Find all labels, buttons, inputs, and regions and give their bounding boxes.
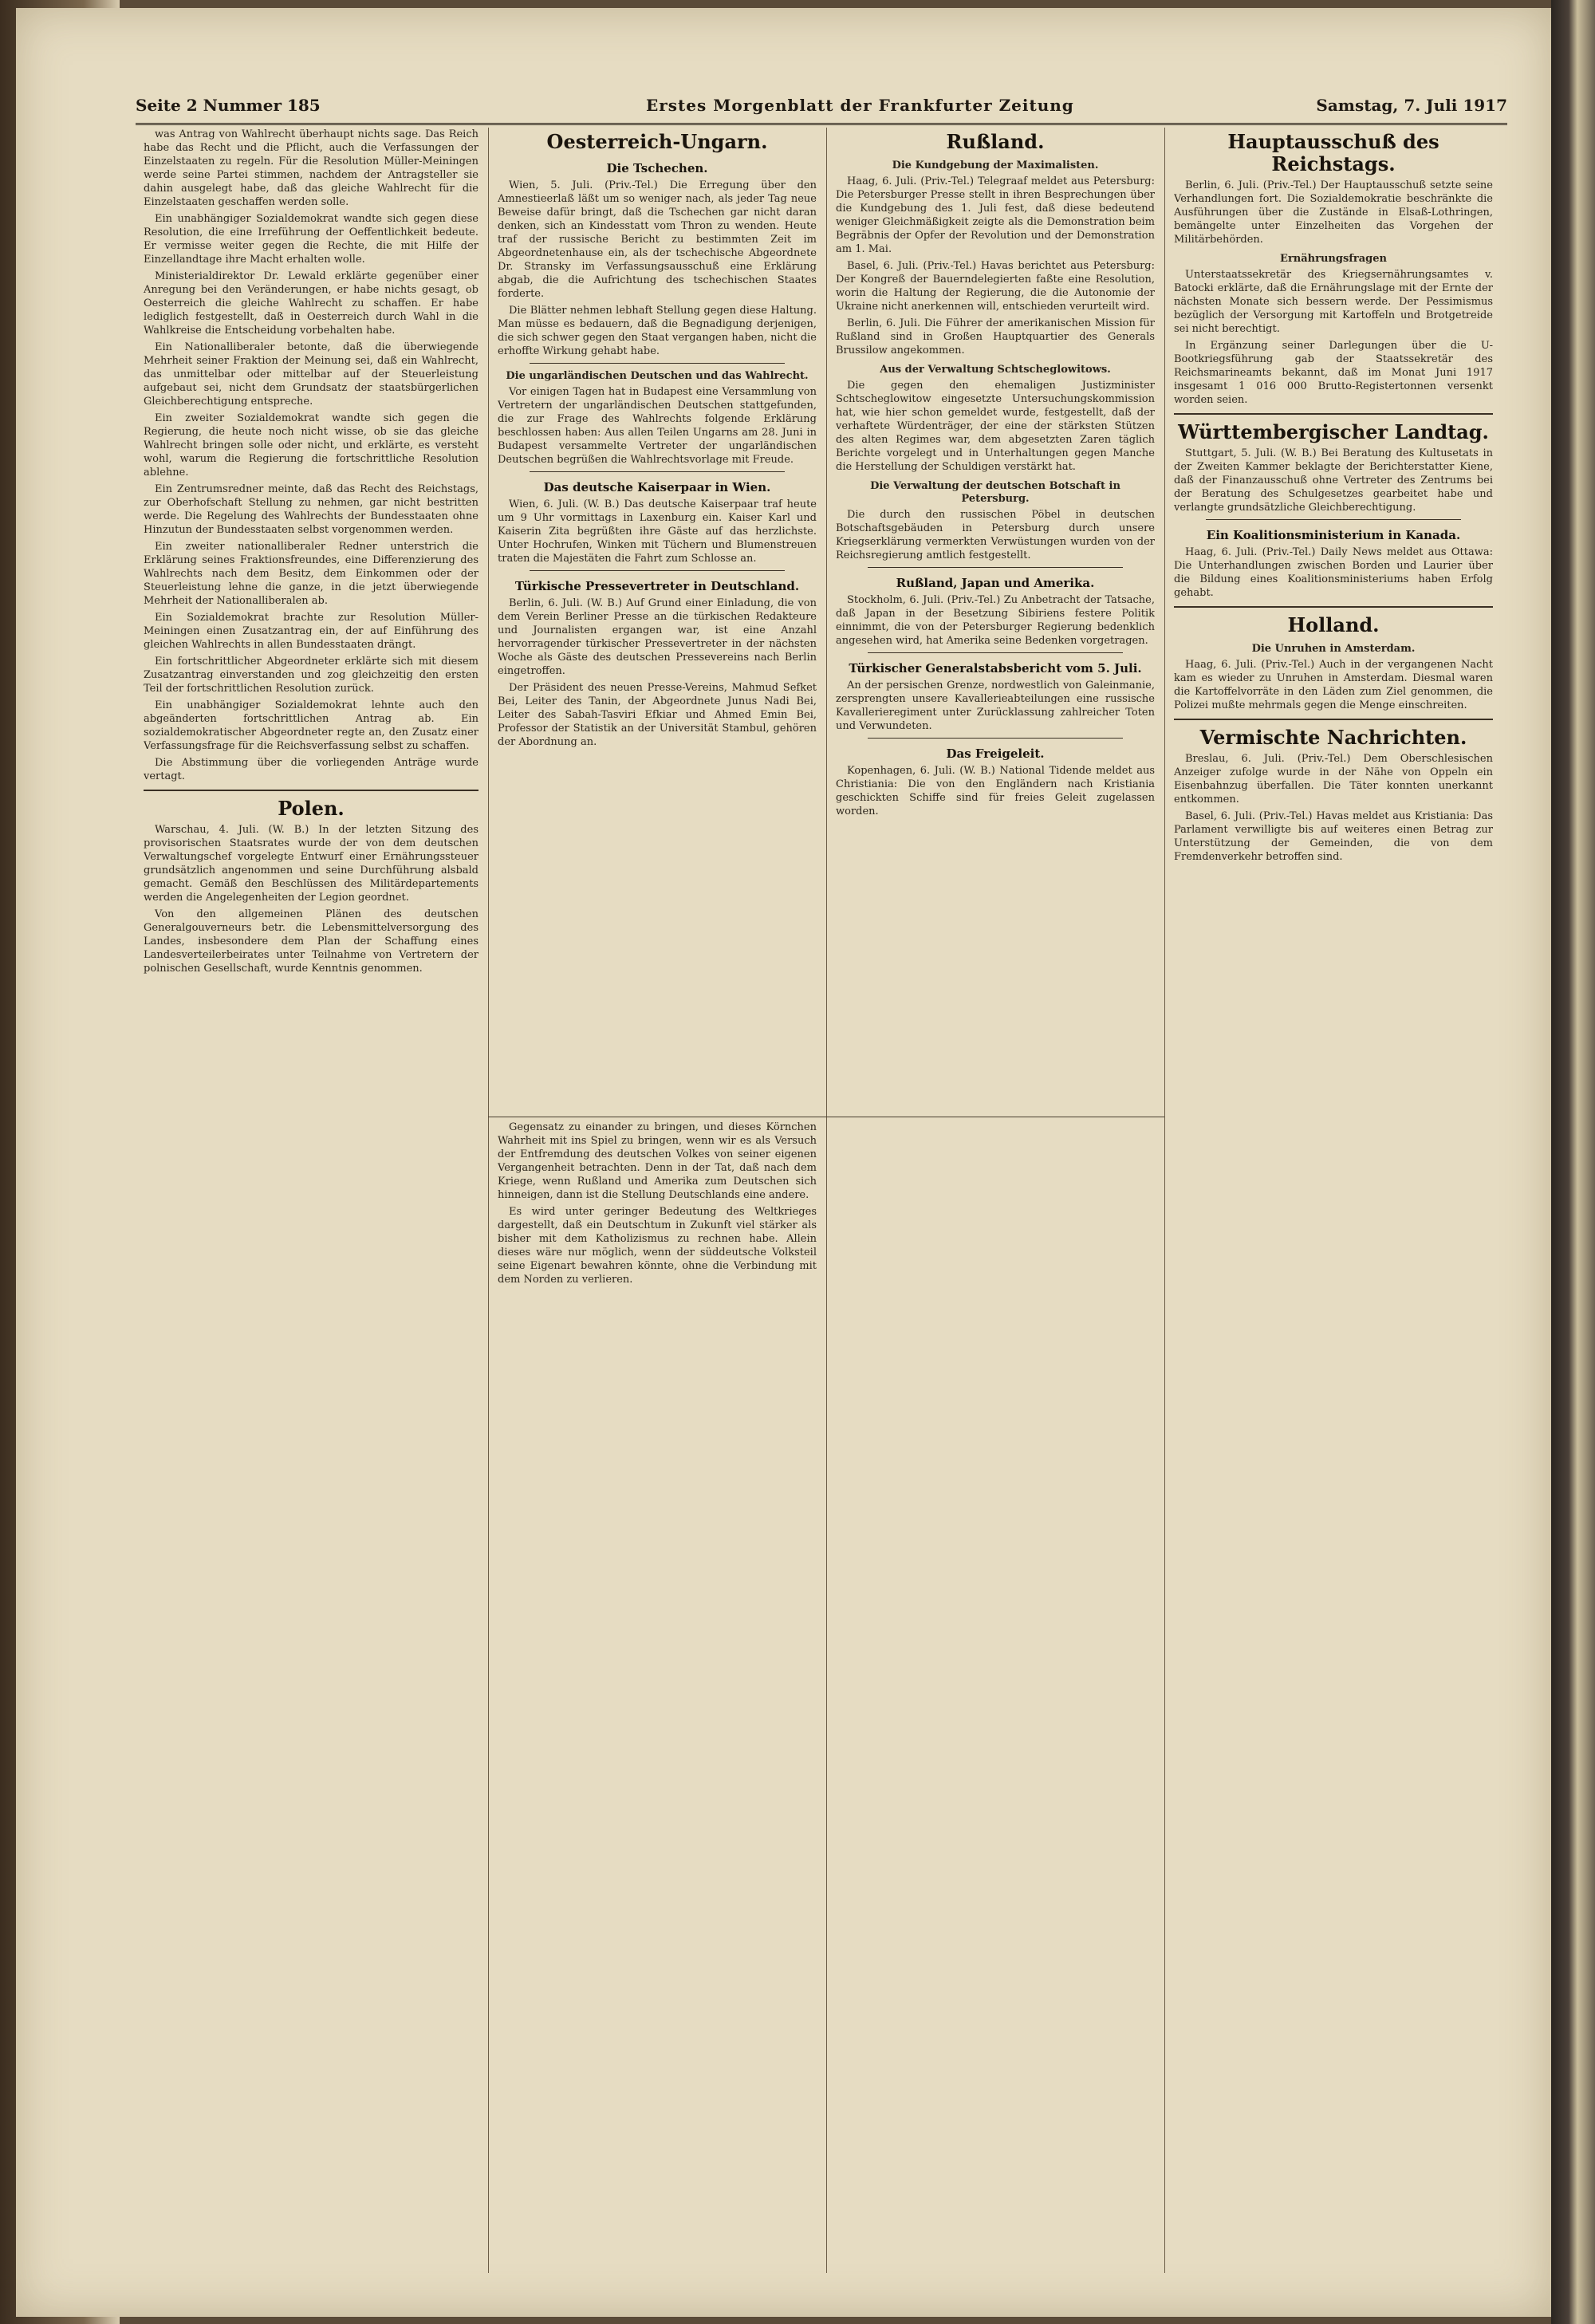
article-paragraph: Haag, 6. Juli. (Priv.-Tel.) Auch in der vergangenen Nacht kam es wieder zu Unruhen in Amsterdam. Diesmal waren die Kartoffelvorräte in den Läden zum Ziel genommen, die Polizei mußte mehrmals gegen die Menge einschreiten. — [1174, 659, 1493, 711]
article-paragraph: Ein Nationalliberaler betonte, daß die überwiegende Mehrheit seiner Fraktion der Meinung sei, daß ein Wahlrecht, das unmittelbar oder mittelbar auf der Steuerleistung aufgebaut sei, nicht dem Grundsatz der staatsbürgerlichen Gleichberechtigung entspreche. — [144, 341, 478, 408]
column-3 — [836, 128, 1155, 2273]
section-heading-holland: Holland. — [1287, 613, 1380, 636]
article-paragraph: Basel, 6. Juli. (Priv.-Tel.) Havas meldet aus Kristiania: Das Parlament verwilligte bis auf weiteres einen Betrag zur Unterstützung der Gemeinden, die von dem Fremdenverkehr betroffen sind. — [1174, 810, 1493, 863]
column-rule — [826, 128, 827, 2273]
section-heading-wuerttemberg: Württembergischer Landtag. — [1178, 420, 1489, 443]
section-rule — [1174, 719, 1493, 720]
article-paragraph: Basel, 6. Juli. (Priv.-Tel.) Havas berichtet aus Petersburg: Der Kongreß der Bauerndelegierten faßte eine Resolution, worin die Haltung der Regierung, die die Autonomie der Ukraine nicht anerkennen will, entschieden verurteilt wird. — [836, 260, 1155, 313]
subheading: Ernährungsfragen — [1280, 253, 1387, 265]
article-paragraph: Die gegen den ehemaligen Justizminister Schtscheglowitow eingesetzte Untersuchungskommission hat, wie hier schon gemeldet wurde, festgestellt, daß der verhaftete Würdenträger, der eine der stärksten Stützen des alten Regimes war, dem abgesetzten Zaren täglich Berichte vorgelegt und in Unterhaltungen gegen Manche die Herstellung der Schuldigen verstärkt hat. — [836, 380, 1155, 473]
article-paragraph: Ein Sozialdemokrat brachte zur Resolution Müller-Meiningen einen Zusatzantrag ein, der auf Einführung des gleichen Wahlrechts in allen Bundesstaaten drängt. — [144, 612, 478, 651]
subheading: Die Unruhen in Amsterdam. — [1251, 643, 1416, 655]
next-page-edge — [1551, 0, 1595, 2324]
column-2 — [498, 128, 817, 1113]
article-paragraph: Die Abstimmung über die vorliegenden Anträge wurde vertagt. — [144, 757, 478, 782]
article-paragraph: Ein Zentrumsredner meinte, daß das Recht des Reichstags, zur Oberhofschaft Stellung zu nehmen, gar nicht bestritten werde. Die Regelung des Wahlrechts der Bundesstaaten ohne Hinzutun der Bundesstaaten selbst vorgenommen werden. — [144, 483, 478, 536]
section-heading-miscellaneous: Vermischte Nachrichten. — [1199, 726, 1467, 749]
divider — [868, 652, 1123, 653]
article-paragraph: Berlin, 6. Juli. Die Führer der amerikanischen Mission für Rußland sind in Großen Hauptquartier des Generals Brussilow angekommen. — [836, 317, 1155, 356]
section-rule — [1174, 413, 1493, 415]
subheading: Aus der Verwaltung Schtscheglowitows. — [880, 364, 1111, 376]
article-paragraph: Wien, 6. Juli. (W. B.) Das deutsche Kaiserpaar traf heute um 9 Uhr vormittags in Laxenburg ein. Kaiser Karl und Kaiserin Zita begrüßten ihre Gäste auf das herzlichste. Unter Hochrufen, Winken mit Tüchern und Blumenstreuen traten die Majestäten die Fahrt zum Schlosse an. — [498, 498, 817, 565]
subheading: Die ungarländischen Deutschen und das Wahlrecht. — [506, 370, 809, 382]
section-rule — [1174, 606, 1493, 608]
section-heading-austria: Oesterreich-Ungarn. — [546, 130, 768, 153]
article-paragraph: Ein zweiter Sozialdemokrat wandte sich gegen die Regierung, die heute noch nicht wisse, ob sie das gleiche Wahlrecht bringen solle oder nicht, und erklärte, es versteht wohl, warum die Regierung die fortschrittliche Resolution ablehne. — [144, 412, 478, 479]
article-paragraph: Ein unabhängiger Sozialdemokrat lehnte auch den abgeänderten fortschrittlichen Antrag ab. Ein sozialdemokratischer Abgeordneter regte an, den Zusatz einer Verfassungsfrage für die Reichsverfassung selbst zu schaffen. — [144, 699, 478, 752]
article-paragraph: Stockholm, 6. Juli. (Priv.-Tel.) Zu Anbetracht der Tatsache, daß Japan in der Besetzung Sibiriens festere Politik einnimmt, die von der Petersburger Regierung bedenklich angesehen wird, hat Amerika seine Bedenken vorgetragen. — [836, 594, 1155, 647]
article-paragraph: Haag, 6. Juli. (Priv.-Tel.) Daily News meldet aus Ottawa: Die Unterhandlungen zwischen Borden und Laurier über die Bildung eines Koalitionsministeriums haben Erfolg gehabt. — [1174, 546, 1493, 599]
subheading: Rußland, Japan und Amerika. — [896, 576, 1095, 590]
issue-date: Samstag, 7. Juli 1917 — [1316, 96, 1507, 115]
article-paragraph: Ein zweiter nationalliberaler Redner unterstrich die Erklärung seines Fraktionsfreundes, eine Differenzierung des Wahlrechts nach dem Besitz, dem Einkommen oder der Steuerleistung lehne die ganze, in die jetzt überwiegende Mehrheit der Nationalliberalen ab. — [144, 541, 478, 607]
subheading: Türkische Pressevertreter in Deutschland. — [514, 579, 800, 593]
article-paragraph: was Antrag von Wahlrecht überhaupt nichts sage. Das Reich habe das Recht und die Pflicht, auch die Verfassungen der Einzelstaaten zu regeln. Für die Resolution Müller-Meiningen werde seine Partei stimmen, nachdem der Antragsteller sie dahin ausgelegt habe, daß das gleiche Wahlrecht für die Einzelstaaten geschaffen werden solle. — [144, 128, 478, 208]
article-paragraph: An der persischen Grenze, nordwestlich von Galeinmanie, zersprengten unsere Kavallerieabteilungen eine russische Kavallerieregiment unter Zurücklassung zahlreicher Toten und Verwundeten. — [836, 679, 1155, 732]
article-paragraph: Berlin, 6. Juli. (Priv.-Tel.) Der Hauptausschuß setzte seine Verhandlungen fort. Die Sozialdemokratie beschränkte die Ausführungen über die Zustände in Elsaß-Lothringen, bemängelte unter Einzelheiten das Vorgehen der Militärbehörden. — [1174, 179, 1493, 246]
subheading: Die Kundgebung der Maximalisten. — [892, 160, 1099, 171]
section-heading-russia: Rußland. — [946, 130, 1045, 153]
article-paragraph: Haag, 6. Juli. (Priv.-Tel.) Telegraaf meldet aus Petersburg: Die Petersburger Presse stellt in ihren Besprechungen über die Kundgebung des 1. Juli fest, daß diese bedeutend weniger Gleichmäßigkeit zeigte als die Demonstration beim Begräbnis der Opfer der Revolution und der Demonstration am 1. Mai. — [836, 175, 1155, 255]
article-paragraph: Vor einigen Tagen hat in Budapest eine Versammlung von Vertretern der ungarländischen Deutschen stattgefunden, die zur Frage des Wahlrechts folgende Erklärung beschlossen haben: Aus allen Teilen Ungarns am 28. Juni in Budapest versammelte Vertreter der ungarländischen Deutschen begrüßen die Wahlrechtsvorlage mit Freude. — [498, 386, 817, 466]
column-1 — [144, 128, 478, 2273]
subheading: Die Tschechen. — [606, 161, 708, 175]
section-heading-polen: Polen. — [278, 797, 345, 820]
article-paragraph: Die Blätter nehmen lebhaft Stellung gegen diese Haltung. Man müsse es bedauern, daß die Begnadigung derjenigen, die sich schwer gegen den Staat vergangen haben, nicht die erhoffte Wirkung gehabt habe. — [498, 305, 817, 357]
article-paragraph: Breslau, 6. Juli. (Priv.-Tel.) Dem Oberschlesischen Anzeiger zufolge wurde in der Nähe von Oppeln ein Eisenbahnzug überfallen. Die Täter konnten unerkannt entkommen. — [1174, 753, 1493, 806]
article-paragraph: Der Präsident des neuen Presse-Vereins, Mahmud Sefket Bei, Leiter des Tanin, der Abgeordnete Junus Nadi Bei, Leiter des Sabah-Tasviri Efkiar und Ahmed Emin Bei, Professor der Statistik an der Universität Stambul, gehören der Abordnung an. — [498, 682, 817, 748]
page-number: Seite 2 Nummer 185 — [136, 96, 321, 115]
article-paragraph: Ein unabhängiger Sozialdemokrat wandte sich gegen diese Resolution, die eine Irreführung der Oeffentlichkeit bedeute. Er vermisse weiter gegen die Rechte, die mit Hilfe der Einzellandtage ihre Macht erhalten wolle. — [144, 213, 478, 266]
divider — [868, 738, 1123, 739]
article-paragraph: Ein fortschrittlicher Abgeordneter erklärte sich mit diesem Zusatzantrag einverstanden und zog gleichzeitig den ersten Teil der fortschrittlichen Resolution zurück. — [144, 656, 478, 695]
column-4 — [1174, 128, 1493, 2273]
subheading: Das Freigeleit. — [946, 746, 1045, 761]
article-paragraph: In Ergänzung seiner Darlegungen über die U-Bootkriegsführung gab der Staatssekretär des Reichsmarineamts bekannt, daß im Monat Juni 1917 insgesamt 1 016 000 Brutto-Registertonnen versenkt worden seien. — [1174, 340, 1493, 406]
article-paragraph: Berlin, 6. Juli. (W. B.) Auf Grund einer Einladung, die von dem Verein Berliner Presse an die türkischen Redakteure und Journalisten ergangen war, ist eine Anzahl hervorragender türkischer Pressevertreter in der nächsten Woche als Gäste des deutschen Pressevereins nach Berlin eingetroffen. — [498, 597, 817, 677]
feuilleton-paragraph: Es wird unter geringer Bedeutung des Weltkrieges dargestellt, daß ein Deutschtum in Zukunft viel stärker als bisher mit dem Katholizismus zu rechnen habe. Allein dieses wäre nur möglich, wenn der süddeutsche Volksteil seine Eigenart bewahren könnte, ohne die Verbindung mit dem Norden zu verlieren. — [498, 1206, 817, 1286]
article-paragraph: Ministerialdirektor Dr. Lewald erklärte gegenüber einer Anregung bei den Veränderungen, er habe nichts gesagt, ob Oesterreich die gleiche Wahlrecht zu schaffen. Er habe lediglich festgestellt, daß in Oesterreich durch Wahl in die Wahlkreise die Entscheidung vorbehalten habe. — [144, 270, 478, 337]
subheading: Ein Koalitionsministerium in Kanada. — [1206, 528, 1461, 542]
section-rule — [144, 790, 478, 791]
article-paragraph: Unterstaatssekretär des Kriegsernährungsamtes v. Batocki erklärte, daß die Ernährungslage mit der Ernte der nächsten Monate sich bessern werde. Der Pessimismus bezüglich der Versorgung mit Kartoffeln und Brotgetreide sei nicht berechtigt. — [1174, 269, 1493, 335]
article-paragraph: Die durch den russischen Pöbel in deutschen Botschaftsgebäuden in Petersburg durch unsere Kriegserklärung vermerkten Verwüstungen wurden von der Reichsregierung amtlich festgestellt. — [836, 509, 1155, 561]
divider — [530, 570, 785, 571]
article-paragraph: Kopenhagen, 6. Juli. (W. B.) National Tidende meldet aus Christiania: Die von den Engländern nach Kristiania geschickten Schiffe sind für freies Geleit zugelassen worden. — [836, 765, 1155, 817]
article-paragraph: Wien, 5. Juli. (Priv.-Tel.) Die Erregung über den Amnestieerlaß läßt um so weniger nach, als jeder Tag neue Beweise dafür bringt, daß die Tschechen gar nicht daran denken, sich an Kindesstatt vom Thron zu wenden. Heute traf der russische Bericht zu bestimmten Zeit im Abgeordnetenhause ein, als der tschechische Abgeordnete Dr. Stransky im Verfassungsausschuß eine Erklärung abgab, die die Aufrichtung des tschechischen Staates forderte. — [498, 179, 817, 300]
masthead — [136, 94, 1507, 125]
article-paragraph: Warschau, 4. Juli. (W. B.) In der letzten Sitzung des provisorischen Staatsrates wurde der von dem deutschen Verwaltungschef vorgelegte Entwurf einer Ernährungssteuer grundsätzlich angenommen und seine Durchführung alsbald gemacht. Gemäß den Beschlüssen des Militärdepartements werden die Angelegenheiten der Legion geordnet. — [144, 824, 478, 904]
column-rule — [488, 128, 489, 2273]
divider — [1206, 519, 1461, 520]
article-paragraph: Stuttgart, 5. Juli. (W. B.) Bei Beratung des Kultusetats in der Zweiten Kammer beklagte der Berichterstatter Kiene, daß der Finanzausschuß ohne Vertreter des Zentrums bei der Beratung des Schulgesetzes gearbeitet habe und verlangte grundsätzliche Gleichberechtigung. — [1174, 447, 1493, 514]
subheading: Die Verwaltung der deutschen Botschaft in Petersburg. — [870, 480, 1120, 505]
divider — [868, 567, 1123, 568]
feuilleton-paragraph: Gegensatz zu einander zu bringen, und dieses Körnchen Wahrheit mit ins Spiel zu bringen, wenn wir es als Versuch der Entfremdung des deutschen Volkes von seiner eigenen Vergangenheit betrachten. Denn in der Tat, daß nach dem Kriege, wenn Rußland und Amerika zum Deutschen sich hinneigen, dann ist die Stellung Deutschlands eine andere. — [498, 1121, 817, 1201]
article-paragraph: Von den allgemeinen Plänen des deutschen Generalgouverneurs betr. die Lebensmittelversorgung des Landes, insbesondere dem Plan der Schaffung eines Landesverteilerbeirates unter Teilnahme von Vertretern der polnischen Gesellschaft, wurde Kenntnis genommen. — [144, 908, 478, 975]
section-heading-reichstag: Hauptausschuß des Reichstags. — [1227, 130, 1439, 175]
feuilleton-column — [498, 1121, 817, 2269]
newspaper-title: Erstes Morgenblatt der Frankfurter Zeitung — [646, 96, 1074, 115]
divider — [530, 363, 785, 364]
divider — [530, 471, 785, 472]
subheading: Das deutsche Kaiserpaar in Wien. — [543, 480, 771, 494]
column-rule — [1164, 128, 1165, 2273]
subheading: Türkischer Generalstabsbericht vom 5. Juli. — [849, 661, 1142, 676]
